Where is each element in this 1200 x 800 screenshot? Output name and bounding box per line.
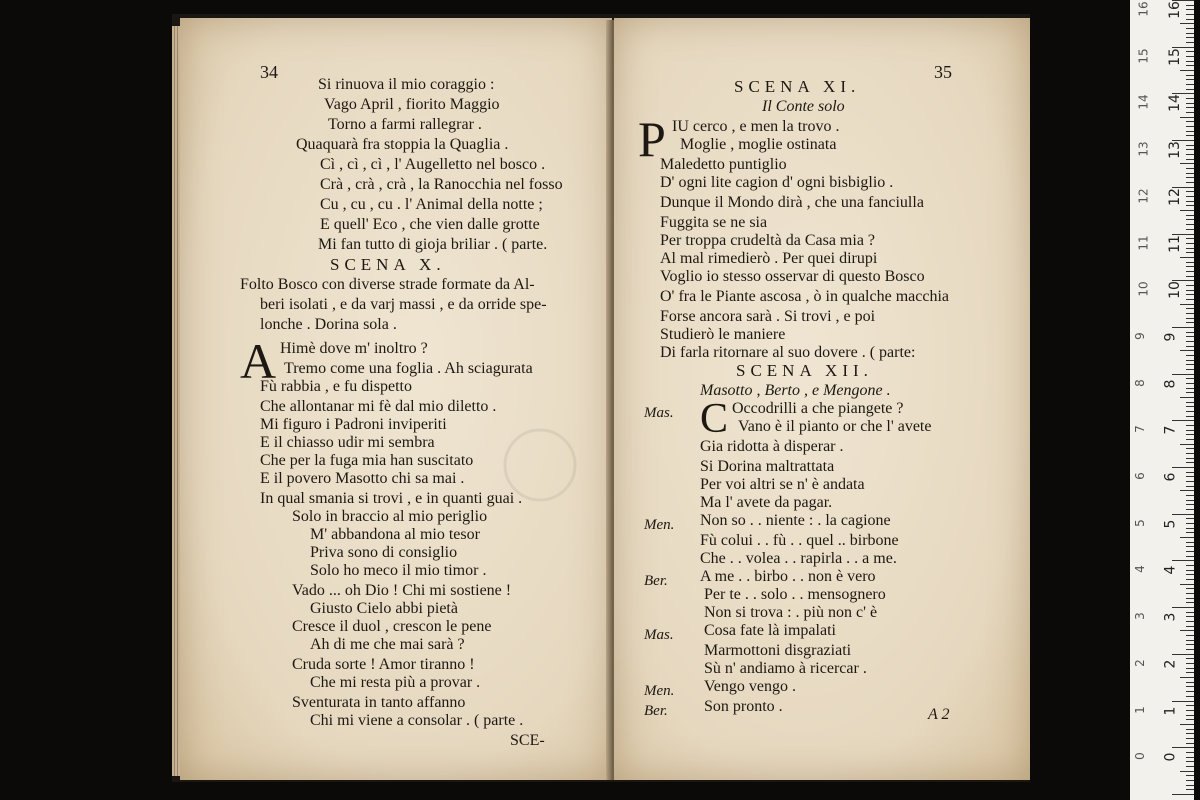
- dialogue-line: Vengo vengo .: [704, 678, 796, 695]
- ruler-tick: [1186, 743, 1194, 744]
- ruler-tick: [1186, 145, 1194, 146]
- ruler-tick: [1172, 747, 1194, 748]
- ruler-tick: [1186, 593, 1194, 594]
- ruler-label: 3: [1162, 612, 1179, 622]
- ruler-tick: [1172, 514, 1194, 515]
- dialogue-line: Non si trova : . più non c' è: [704, 604, 878, 621]
- dialogue-line: Son pronto .: [704, 698, 783, 715]
- ruler-tick: [1180, 537, 1194, 538]
- speaker-label: Mas.: [644, 405, 674, 421]
- ruler-tick: [1186, 556, 1194, 557]
- ruler-label-secondary: 6: [1132, 472, 1147, 480]
- ruler-label: 4: [1162, 565, 1179, 575]
- ruler-tick: [1186, 416, 1194, 417]
- ruler-tick: [1186, 705, 1194, 706]
- ruler-tick: [1180, 117, 1194, 118]
- verse-line: Torno a farmi rallegrar .: [328, 116, 482, 133]
- ruler-tick: [1180, 70, 1194, 71]
- ruler-tick: [1186, 448, 1194, 449]
- ruler-tick: [1186, 574, 1194, 575]
- speaker-label: Mas.: [644, 627, 674, 643]
- ruler-tick: [1186, 542, 1194, 543]
- ruler-tick: [1186, 131, 1194, 132]
- dialogue-line: Solo in braccio al mio periglio: [292, 508, 488, 525]
- ruler-tick: [1186, 243, 1194, 244]
- measurement-ruler: [1130, 0, 1194, 800]
- ruler-tick: [1180, 23, 1194, 24]
- ruler-label-secondary: 2: [1132, 658, 1147, 667]
- ruler-tick: [1186, 219, 1194, 220]
- ruler-tick: [1186, 481, 1194, 482]
- signature-mark: A 2: [928, 706, 950, 723]
- dialogue-line: Che mi resta più a provar .: [310, 674, 481, 691]
- ruler-label-secondary: 9: [1132, 332, 1147, 340]
- ruler-label: 9: [1162, 332, 1179, 342]
- ruler-tick: [1186, 126, 1194, 127]
- dialogue-line: Sù n' andiamo à ricercar .: [704, 660, 867, 677]
- dialogue-line: Non so . . niente : . la cagione: [700, 512, 891, 529]
- ruler-tick: [1186, 425, 1194, 426]
- dialogue-line: Chi mi viene a consolar . ( parte .: [310, 712, 524, 729]
- ruler-tick: [1186, 159, 1194, 160]
- ruler-tick: [1186, 682, 1194, 683]
- ruler-tick: [1186, 672, 1194, 673]
- ruler-tick: [1186, 729, 1194, 730]
- verse-line: Forse ancora sarà . Si trovi , e poi: [660, 308, 876, 325]
- ruler-label-secondary: 4: [1132, 565, 1147, 574]
- ruler-tick: [1186, 336, 1194, 337]
- ruler-label-secondary: 14: [1136, 94, 1151, 111]
- ruler-tick: [1180, 771, 1194, 772]
- ruler-tick: [1186, 56, 1194, 57]
- ruler-tick: [1186, 168, 1194, 169]
- ruler-tick: [1186, 486, 1194, 487]
- ruler-tick: [1186, 785, 1194, 786]
- dialogue-line: Per te . . solo . . mensognero: [704, 586, 886, 603]
- ruler-tick: [1186, 598, 1194, 599]
- dialogue-line: Solo ho meco il mio timor .: [310, 562, 487, 579]
- dialogue-line: In qual smania si trovi , e in quanti guai .: [260, 490, 523, 507]
- ruler-tick: [1186, 523, 1194, 524]
- ruler-tick: [1186, 532, 1194, 533]
- ruler-tick: [1180, 397, 1194, 398]
- ruler-tick: [1186, 476, 1194, 477]
- ruler-tick: [1186, 504, 1194, 505]
- ruler-tick: [1186, 19, 1194, 20]
- ruler-tick: [1186, 546, 1194, 547]
- stage-direction-line: Folto Bosco con diverse strade formate da Al-: [240, 276, 535, 293]
- ruler-tick: [1186, 9, 1194, 10]
- ruler-tick: [1186, 658, 1194, 659]
- ruler-tick: [1186, 182, 1194, 183]
- verse-line: D' ogni lite cagion d' ogni bisbiglio .: [660, 174, 894, 191]
- ruler-tick: [1186, 766, 1194, 767]
- ruler-tick: [1186, 79, 1194, 80]
- ruler-tick: [1186, 201, 1194, 202]
- ruler-tick: [1186, 355, 1194, 356]
- speaker-label: Men.: [644, 683, 675, 699]
- ruler-tick: [1186, 565, 1194, 566]
- ruler-tick: [1186, 154, 1194, 155]
- ruler-label: 8: [1162, 379, 1179, 389]
- ruler-label: 5: [1162, 519, 1179, 529]
- ruler-tick: [1186, 644, 1194, 645]
- ruler-tick: [1186, 579, 1194, 580]
- ruler-tick: [1186, 752, 1194, 753]
- ruler-tick: [1186, 528, 1194, 529]
- ruler-tick: [1186, 453, 1194, 454]
- stage-direction-line: lonche . Dorina sola .: [260, 316, 397, 333]
- ruler-tick: [1186, 462, 1194, 463]
- ruler-tick: [1186, 500, 1194, 501]
- ruler-label: 12: [1166, 187, 1183, 206]
- ruler-label: 10: [1166, 281, 1183, 300]
- ruler-label-secondary: 15: [1136, 48, 1151, 64]
- ruler-tick: [1186, 28, 1194, 29]
- ruler-tick: [1186, 715, 1194, 716]
- ruler-tick: [1186, 602, 1194, 603]
- ruler-tick: [1186, 649, 1194, 650]
- ruler-tick: [1186, 434, 1194, 435]
- ruler-tick: [1180, 444, 1194, 445]
- ruler-tick: [1186, 626, 1194, 627]
- ruler-tick: [1186, 710, 1194, 711]
- dialogue-line: Cruda sorte ! Amor tiranno !: [292, 656, 475, 673]
- dialogue-line: Si Dorina maltrattata: [700, 458, 835, 475]
- ruler-tick: [1186, 215, 1194, 216]
- dialogue-line: Vano è il pianto or che l' avete: [738, 418, 932, 435]
- drop-cap: A: [240, 333, 277, 389]
- ruler-label: 6: [1162, 472, 1179, 482]
- verse-line: O' fra le Piante ascosa , ò in qualche macchia: [660, 288, 949, 305]
- ruler-tick: [1172, 374, 1194, 375]
- verse-line: Quaquarà fra stoppia la Quaglia .: [296, 136, 509, 153]
- ruler-tick: [1186, 509, 1194, 510]
- ruler-label-secondary: 0: [1132, 752, 1147, 761]
- ruler-tick: [1186, 229, 1194, 230]
- ruler-tick: [1186, 402, 1194, 403]
- ruler-label-secondary: 8: [1132, 378, 1147, 387]
- verse-line: Mi fan tutto di gioja briliar . ( parte.: [318, 236, 548, 253]
- ruler-tick: [1186, 313, 1194, 314]
- ruler-tick: [1186, 668, 1194, 669]
- ruler-tick: [1186, 61, 1194, 62]
- ruler-tick: [1186, 388, 1194, 389]
- verse-line: Dunque il Mondo dirà , che una fanciulla: [660, 194, 924, 211]
- ruler-tick: [1186, 107, 1194, 108]
- verse-line: Fuggita se ne sia: [660, 214, 768, 231]
- dialogue-line: Gia ridotta à disperar .: [700, 438, 844, 455]
- dialogue-line: Fù colui . . fù . . quel .. birbone: [700, 532, 899, 549]
- ruler-label: 1: [1162, 706, 1179, 715]
- ruler-tick: [1186, 411, 1194, 412]
- ruler-tick: [1186, 135, 1194, 136]
- scene-heading: SCENA X.: [330, 255, 446, 274]
- ruler-label: 11: [1166, 234, 1183, 253]
- dialogue-line: M' abbandona al mio tesor: [310, 526, 480, 543]
- dialogue-line: Priva sono di consiglio: [310, 544, 458, 561]
- speaker-label: Ber.: [644, 573, 668, 589]
- ruler-tick: [1186, 551, 1194, 552]
- ruler-tick: [1186, 332, 1194, 333]
- ruler-tick: [1186, 364, 1194, 365]
- ruler-tick: [1186, 775, 1194, 776]
- dialogue-line: Vado ... oh Dio ! Chi mi sostiene !: [292, 582, 512, 599]
- scene-heading: SCENA XI.: [734, 77, 861, 96]
- speaker-label: Men.: [644, 517, 675, 533]
- ruler-tick: [1186, 495, 1194, 496]
- ruler-tick: [1186, 299, 1194, 300]
- ruler-tick: [1186, 616, 1194, 617]
- ruler-tick: [1186, 738, 1194, 739]
- ruler-label-secondary: 10: [1136, 281, 1151, 297]
- catchword: SCE-: [510, 732, 545, 749]
- ruler-tick: [1186, 318, 1194, 319]
- dialogue-line: Ah di me che mai sarà ?: [310, 636, 465, 653]
- ruler-tick: [1186, 5, 1194, 6]
- dialogue-line: Mi figuro i Padroni inviperiti: [260, 416, 447, 433]
- ruler-tick: [1186, 570, 1194, 571]
- ruler-tick: [1172, 701, 1194, 702]
- page-number-right: 35: [934, 62, 952, 82]
- ruler-tick: [1186, 346, 1194, 347]
- ruler-tick: [1172, 420, 1194, 421]
- ruler-label-secondary: 1: [1132, 705, 1147, 714]
- ruler-tick: [1186, 276, 1194, 277]
- ruler-label-secondary: 7: [1132, 425, 1147, 434]
- ruler-tick: [1186, 780, 1194, 781]
- ruler-tick: [1172, 607, 1194, 608]
- ruler-label: 0: [1162, 752, 1179, 762]
- verse-line: Cì , cì , cì , l' Augelletto nel bosco .: [320, 156, 546, 173]
- ruler-tick: [1186, 663, 1194, 664]
- ruler-tick: [1172, 654, 1194, 655]
- ruler-tick: [1186, 196, 1194, 197]
- character-list: Masotto , Berto , e Mengone .: [700, 382, 891, 399]
- verse-line: Si rinuova il mio coraggio :: [318, 76, 495, 93]
- ruler-tick: [1180, 724, 1194, 725]
- ruler-tick: [1172, 467, 1194, 468]
- ruler-label-secondary: 12: [1136, 188, 1151, 204]
- verse-line: Voglio io stesso osservar di questo Bosco: [660, 268, 925, 285]
- ruler-tick: [1180, 677, 1194, 678]
- dialogue-line: Cosa fate là impalati: [704, 622, 836, 639]
- speaker-label: Ber.: [644, 703, 668, 719]
- ruler-tick: [1186, 121, 1194, 122]
- ruler-tick: [1186, 103, 1194, 104]
- verse-line: E quell' Eco , che vien dalle grotte: [320, 216, 540, 233]
- ruler-tick: [1186, 621, 1194, 622]
- ruler-tick: [1186, 14, 1194, 15]
- ruler-tick: [1186, 33, 1194, 34]
- ruler-tick: [1186, 173, 1194, 174]
- ruler-tick: [1186, 472, 1194, 473]
- ruler-label-secondary: 11: [1136, 234, 1151, 251]
- ruler-tick: [1180, 163, 1194, 164]
- ruler-tick: [1186, 369, 1194, 370]
- ruler-tick: [1186, 378, 1194, 379]
- dialogue-line: Per voi altri se n' è andata: [700, 476, 865, 493]
- ruler-tick: [1186, 262, 1194, 263]
- ruler-label: 7: [1162, 425, 1179, 435]
- ruler-tick: [1186, 191, 1194, 192]
- ruler-tick: [1186, 112, 1194, 113]
- ruler-tick: [1186, 322, 1194, 323]
- page-number-left: 34: [260, 62, 278, 82]
- ruler-tick: [1186, 686, 1194, 687]
- ruler-tick: [1186, 458, 1194, 459]
- verse-line: Per troppa crudeltà da Casa mia ?: [660, 232, 876, 249]
- verse-line: Moglie , moglie ostinata: [680, 136, 837, 153]
- ruler-tick: [1186, 51, 1194, 52]
- dialogue-line: Cresce il duol , crescon le pene: [292, 618, 492, 635]
- scene-heading: SCENA XII.: [736, 361, 873, 380]
- ruler-label: 16: [1166, 1, 1183, 19]
- dialogue-line: Marmottoni disgraziati: [704, 642, 852, 659]
- dialogue-line: Occodrilli a che piangete ?: [732, 400, 904, 417]
- ruler-tick: [1180, 630, 1194, 631]
- dialogue-line: Sventurata in tanto affanno: [292, 694, 466, 711]
- left-page: [180, 18, 612, 780]
- dialogue-line: Che per la fuga mia han suscitato: [260, 452, 474, 469]
- ruler-tick: [1186, 360, 1194, 361]
- ruler-tick: [1186, 383, 1194, 384]
- ruler-label-secondary: 5: [1132, 518, 1147, 527]
- dialogue-line: Che . . volea . . rapirla . . a me.: [700, 550, 897, 567]
- ruler-tick: [1186, 518, 1194, 519]
- ruler-tick: [1186, 640, 1194, 641]
- verse-line: Cu , cu , cu . l' Animal della notte ;: [320, 196, 543, 213]
- ruler-tick: [1186, 691, 1194, 692]
- ruler-label-secondary: 16: [1136, 1, 1151, 17]
- right-page: [614, 18, 1030, 780]
- ruler-tick: [1186, 177, 1194, 178]
- ruler-tick: [1186, 252, 1194, 253]
- ruler-tick: [1186, 75, 1194, 76]
- dialogue-line: Che allontanar mi fè dal mio diletto .: [260, 398, 497, 415]
- ruler-tick: [1186, 89, 1194, 90]
- dialogue-line: Fù rabbia , e fu dispetto: [260, 378, 412, 395]
- ruler-tick: [1186, 149, 1194, 150]
- ruler-tick: [1186, 406, 1194, 407]
- ruler-tick: [1186, 84, 1194, 85]
- ruler-tick: [1186, 789, 1194, 790]
- ruler-tick: [1186, 761, 1194, 762]
- ruler-tick: [1186, 205, 1194, 206]
- ruler-label: 15: [1166, 47, 1183, 66]
- verse-line: Crà , crà , crà , la Ranocchia nel fosso: [320, 176, 563, 193]
- drop-cap: C: [700, 396, 729, 442]
- library-seal-icon: [500, 420, 680, 510]
- dialogue-line: E il povero Masotto chi sa mai .: [260, 470, 465, 487]
- dialogue-line: A me . . birbo . . non è vero: [700, 568, 876, 585]
- verse-line: Maledetto puntiglio: [660, 156, 787, 173]
- ruler-tick: [1172, 794, 1194, 795]
- ruler-tick: [1186, 42, 1194, 43]
- ruler-tick: [1186, 392, 1194, 393]
- dialogue-line: Ma l' avete da pagar.: [700, 494, 833, 511]
- ruler-tick: [1186, 285, 1194, 286]
- ruler-tick: [1186, 733, 1194, 734]
- ruler-tick: [1180, 210, 1194, 211]
- ruler-tick: [1186, 341, 1194, 342]
- dialogue-line: Giusto Cielo abbi pietà: [310, 600, 458, 617]
- verse-line: IU cerco , e men la trovo .: [672, 118, 840, 135]
- ruler-label-secondary: 13: [1136, 141, 1151, 157]
- ruler-tick: [1180, 350, 1194, 351]
- ruler-tick: [1186, 238, 1194, 239]
- dialogue-line: E il chiasso udir mi sembra: [260, 434, 435, 451]
- drop-cap: P: [638, 111, 666, 167]
- ruler-tick: [1186, 757, 1194, 758]
- ruler-tick: [1186, 696, 1194, 697]
- ruler-tick: [1186, 98, 1194, 99]
- scene-subheading: Il Conte solo: [762, 98, 845, 115]
- ruler-tick: [1180, 584, 1194, 585]
- verse-line: Al mal rimedierò . Per quei dirupi: [660, 250, 878, 267]
- ruler-tick: [1186, 308, 1194, 309]
- watermark: [500, 420, 680, 510]
- ruler-tick: [1186, 37, 1194, 38]
- dialogue-line: Tremo come una foglia . Ah sciagurata: [284, 360, 533, 377]
- ruler-tick: [1172, 560, 1194, 561]
- ruler-tick: [1186, 612, 1194, 613]
- ruler-tick: [1186, 588, 1194, 589]
- ruler-label: 13: [1166, 141, 1183, 160]
- dialogue-line: Himè dove m' inoltro ?: [280, 340, 428, 357]
- verse-line: Di farla ritornare al suo dovere . ( parte:: [660, 344, 916, 361]
- ruler-tick: [1186, 65, 1194, 66]
- ruler-label-secondary: 3: [1132, 612, 1147, 620]
- ruler-tick: [1180, 257, 1194, 258]
- ruler-tick: [1186, 266, 1194, 267]
- ruler-tick: [1172, 327, 1194, 328]
- ruler-label: 2: [1162, 659, 1179, 669]
- ruler-tick: [1186, 439, 1194, 440]
- ruler-tick: [1186, 224, 1194, 225]
- ruler-tick: [1186, 719, 1194, 720]
- stage-direction-line: beri isolati , e da varj massi , e da orride spe-: [260, 296, 547, 313]
- ruler-tick: [1186, 294, 1194, 295]
- ruler-tick: [1180, 490, 1194, 491]
- ruler-label: 14: [1166, 94, 1183, 113]
- ruler-tick: [1186, 248, 1194, 249]
- ruler-tick: [1186, 430, 1194, 431]
- ruler-tick: [1180, 304, 1194, 305]
- verse-line: Vago April , fiorito Maggio: [324, 96, 500, 113]
- ruler-tick: [1186, 290, 1194, 291]
- ruler-tick: [1186, 271, 1194, 272]
- verse-line: Studierò le maniere: [660, 326, 786, 343]
- ruler-tick: [1186, 635, 1194, 636]
